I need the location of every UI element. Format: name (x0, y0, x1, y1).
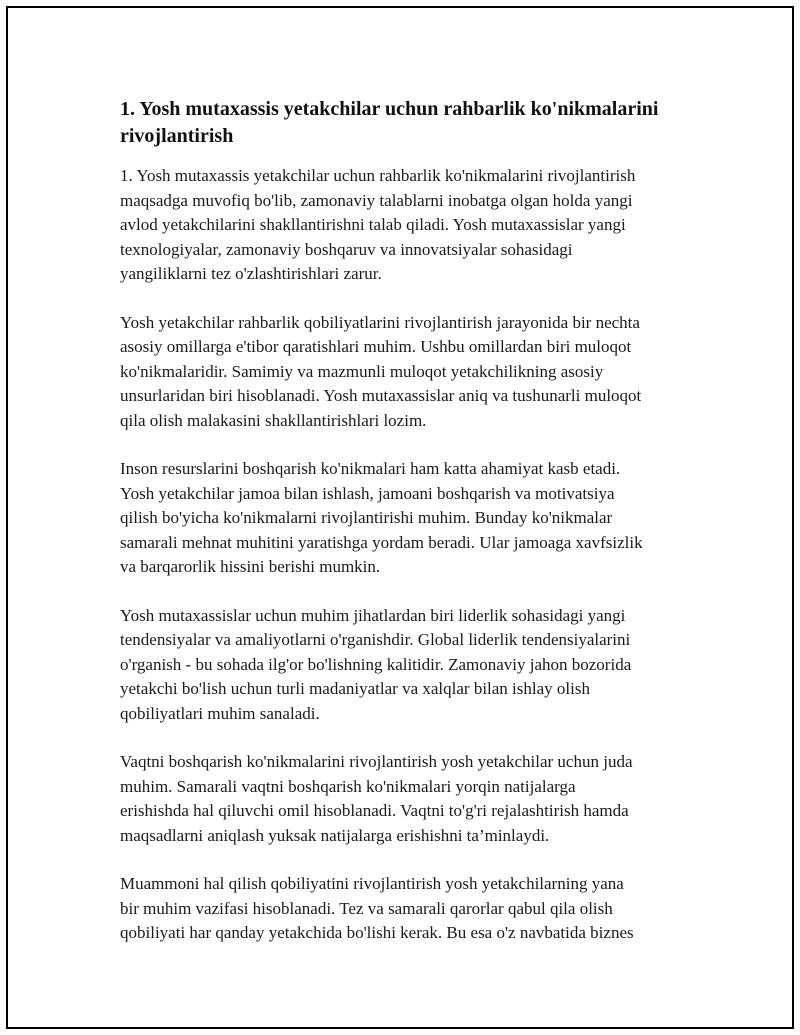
paragraph-3: Inson resurslarini boshqarish ko'nikmalari ham katta ahamiyat kasb etadi. Yosh yetakchilar jamoa bilan ishlash, jamoani boshqarish va motivatsiya qilish bo'yicha ko'nikmalarni rivojlantirishi muhim. Bunday ko'nikmalar samarali mehnat muhitini yaratishga yordam beradi. Ular jamoaga xavfsizlik va barqarorlik hissini berishi mumkin. (120, 459, 643, 576)
paragraph-1: 1. Yosh mutaxassis yetakchilar uchun rahbarlik ko'nikmalarini rivojlantirish maqsadga muvofiq bo'lib, zamonaviy talablarni inobatga olgan holda yangi avlod yetakchilarini shakllantirishni talab qiladi. Yosh mutaxassislar yangi texnologiyalar, zamonaviy boshqaruv va innovatsiyalar sohasidagi yangiliklarni tez o'zlashtirishlari zarur. (120, 166, 636, 283)
paragraph-2: Yosh yetakchilar rahbarlik qobiliyatlarini rivojlantirish jarayonida bir nechta asosiy omillarga e'tibor qaratishlari muhim. Ushbu omillardan biri muloqot ko'nikmalaridir. Samimiy va mazmunli muloqot yetakchilikning asosiy unsurlaridan biri hisoblanadi. Yosh mutaxassislar aniq va tushunarli muloqot qila olish malakasini shakllantirishlari lozim. (120, 312, 642, 430)
section-heading: 1. Yosh mutaxassis yetakchilar uchun rahbarlik ko'nikmalarini rivojlantirish (120, 98, 659, 147)
page-frame (6, 6, 794, 1029)
paragraph-4: Yosh mutaxassislar uchun muhim jihatlardan biri liderlik sohasidagi yangi tendensiyalar va amaliyotlarni o'rganishdir. Global liderlik tendensiyalarini o'rganish - bu sohada ilg'or bo'lishning kalitidir. Zamonaviy jahon bozorida yetakchi bo'lish uchun turli madaniyatlar va xalqlar bilan ishlay olish qobiliyatlari muhim sanaladi. (120, 605, 632, 723)
paragraph-5: Vaqtni boshqarish ko'nikmalarini rivojlantirish yosh yetakchilar uchun juda muhim. Samarali vaqtni boshqarish ko'nikmalari yorqin natijalarga erishishda hal qiluvchi omil hisoblanadi. Vaqtni to'g'ri rejalashtirish hamda maqsadlarni aniqlash yuksak natijalarga erishishni ta’minlaydi. (120, 752, 633, 845)
paragraph-6: Muammoni hal qilish qobiliyatini rivojlantirish yosh yetakchilarning yana bir muhim vazifasi hisoblanadi. Tez va samarali qarorlar qabul qila olish qobiliyati har qanday yetakchida bo'lishi kerak. Bu esa o'z navbatida biznes (120, 874, 634, 942)
document-body (120, 96, 692, 970)
